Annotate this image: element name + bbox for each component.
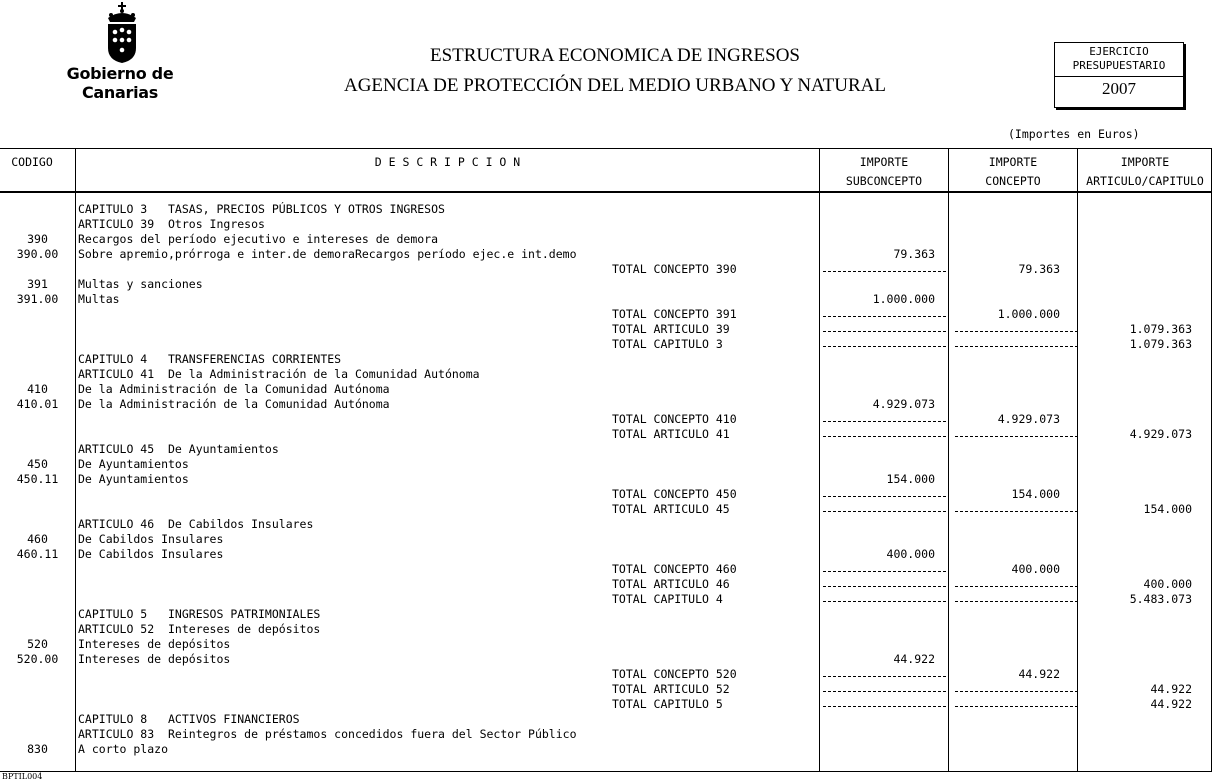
table-row	[0, 277, 1212, 292]
table-row	[0, 217, 1212, 232]
table-row	[0, 577, 1212, 592]
column-header-descripcion: D E S C R I P C I O N	[374, 155, 521, 169]
total-rule	[823, 676, 946, 677]
row-importe-concepto: 44.922	[1018, 667, 1060, 681]
table-row	[0, 637, 1212, 652]
row-description: Sobre apremio,prórroga e inter.de demoraRecargos período ejec.e int.demo	[78, 247, 577, 261]
column-header-line: IMPORTE	[1120, 155, 1170, 169]
total-rule	[955, 586, 1078, 587]
row-importe-articulo: 44.922	[1150, 697, 1192, 711]
table-row	[0, 457, 1212, 472]
row-code: 450	[27, 457, 48, 471]
row-description: De Ayuntamientos	[78, 457, 189, 471]
row-description: De la Administración de la Comunidad Autónoma	[78, 397, 390, 411]
table-row	[0, 532, 1212, 547]
row-description: Intereses de depósitos	[78, 637, 231, 651]
row-description: CAPITULO 3 TASAS, PRECIOS PÚBLICOS Y OTROS INGRESOS	[78, 202, 445, 216]
table-row	[0, 712, 1212, 727]
table-row	[0, 382, 1212, 397]
row-code: 410.01	[16, 397, 59, 411]
total-rule	[955, 691, 1078, 692]
column-header-line: SUBCONCEPTO	[845, 174, 923, 188]
column-header-line: IMPORTE	[859, 155, 909, 169]
fiscal-year-label-line2: PRESUPUESTARIO	[1072, 59, 1166, 72]
row-importe-articulo: 5.483.073	[1129, 592, 1192, 606]
table-row	[0, 247, 1212, 262]
row-importe-articulo: 1.079.363	[1129, 337, 1192, 351]
row-description: De la Administración de la Comunidad Autónoma	[78, 382, 390, 396]
table-row	[0, 742, 1212, 757]
row-importe-articulo: 44.922	[1150, 682, 1192, 696]
row-code: 390	[27, 232, 48, 246]
table-row	[0, 337, 1212, 352]
column-header-subconcepto	[820, 153, 948, 191]
row-description: ARTICULO 41 De la Administración de la Comunidad Autónoma	[78, 367, 480, 381]
table-row	[0, 667, 1212, 682]
row-importe-subconcepto: 154.000	[886, 472, 935, 486]
total-rule	[955, 511, 1078, 512]
row-importe-concepto: 400.000	[1011, 562, 1060, 576]
table-row	[0, 412, 1212, 427]
total-rule	[823, 571, 946, 572]
row-importe-concepto: 4.929.073	[997, 412, 1060, 426]
row-total-label: TOTAL ARTICULO 41	[612, 427, 730, 441]
row-description: ARTICULO 52 Intereses de depósitos	[78, 622, 321, 636]
total-rule	[823, 421, 946, 422]
row-importe-concepto: 154.000	[1011, 487, 1060, 501]
table-row	[0, 307, 1212, 322]
table-row	[0, 292, 1212, 307]
table-row	[0, 367, 1212, 382]
total-rule	[955, 706, 1078, 707]
column-header-line: ARTICULO/CAPITULO	[1086, 174, 1204, 188]
table-row	[0, 472, 1212, 487]
row-code: 391.00	[16, 292, 59, 306]
column-header-line: CONCEPTO	[985, 174, 1041, 188]
row-total-label: TOTAL ARTICULO 39	[612, 322, 730, 336]
row-importe-articulo: 1.079.363	[1129, 322, 1192, 336]
table-row	[0, 517, 1212, 532]
row-total-label: TOTAL CONCEPTO 391	[612, 307, 737, 321]
table-row	[0, 607, 1212, 622]
row-description: Recargos del período ejecutivo e intereses de demora	[78, 232, 439, 246]
table-row	[0, 697, 1212, 712]
total-rule	[823, 511, 946, 512]
row-description: Multas y sanciones	[78, 277, 203, 291]
table-row	[0, 622, 1212, 637]
table-row	[0, 502, 1212, 517]
total-rule	[823, 436, 946, 437]
row-description: De Cabildos Insulares	[78, 547, 224, 561]
row-importe-subconcepto: 44.922	[893, 652, 935, 666]
logo-text: Gobierno de Canarias	[66, 64, 174, 102]
total-rule	[823, 601, 946, 602]
row-description: Multas	[78, 292, 120, 306]
row-importe-subconcepto: 400.000	[886, 547, 935, 561]
row-description: CAPITULO 4 TRANSFERENCIAS CORRIENTES	[78, 352, 342, 366]
table-row	[0, 562, 1212, 577]
row-code: 460.11	[16, 547, 59, 561]
gobierno-de-canarias-logo	[30, 2, 210, 102]
units-note: (Importes en Euros)	[1008, 127, 1140, 141]
report-id: BPTIL004	[2, 772, 43, 781]
row-importe-subconcepto: 79.363	[893, 247, 935, 261]
row-description: De Cabildos Insulares	[78, 532, 224, 546]
table-row	[0, 397, 1212, 412]
total-rule	[823, 706, 946, 707]
total-rule	[823, 331, 946, 332]
row-code: 410	[27, 382, 48, 396]
row-description: Intereses de depósitos	[78, 652, 231, 666]
table-row	[0, 427, 1212, 442]
row-code: 391	[27, 277, 48, 291]
table-row	[0, 682, 1212, 697]
row-total-label: TOTAL CONCEPTO 410	[612, 412, 737, 426]
total-rule	[955, 436, 1078, 437]
row-total-label: TOTAL CONCEPTO 450	[612, 487, 737, 501]
header-divider	[0, 191, 1212, 193]
report-title: ESTRUCTURA ECONOMICA DE INGRESOS	[429, 45, 800, 66]
table-row	[0, 202, 1212, 217]
row-code: 450.11	[16, 472, 59, 486]
row-code: 830	[27, 742, 48, 756]
row-importe-articulo: 400.000	[1143, 577, 1192, 591]
fiscal-year-value: 2007	[1102, 79, 1136, 98]
table-row	[0, 352, 1212, 367]
row-importe-articulo: 4.929.073	[1129, 427, 1192, 441]
total-rule	[823, 346, 946, 347]
row-total-label: TOTAL ARTICULO 52	[612, 682, 730, 696]
total-rule	[823, 691, 946, 692]
table-row	[0, 487, 1212, 502]
column-header-concepto	[949, 153, 1077, 191]
total-rule	[823, 316, 946, 317]
row-code: 520.00	[16, 652, 59, 666]
row-description: De Ayuntamientos	[78, 472, 189, 486]
row-description: ARTICULO 45 De Ayuntamientos	[78, 442, 279, 456]
row-importe-articulo: 154.000	[1143, 502, 1192, 516]
row-description: CAPITULO 8 ACTIVOS FINANCIEROS	[78, 712, 300, 726]
row-total-label: TOTAL CAPITULO 3	[612, 337, 723, 351]
row-code: 520	[27, 637, 48, 651]
table-row	[0, 592, 1212, 607]
row-importe-subconcepto: 1.000.000	[872, 292, 935, 306]
row-description: CAPITULO 5 INGRESOS PATRIMONIALES	[78, 607, 321, 621]
coat-of-arms-icon	[102, 2, 142, 64]
row-code: 390.00	[16, 247, 59, 261]
total-rule	[823, 496, 946, 497]
column-header-codigo: CODIGO	[11, 155, 53, 169]
total-rule	[823, 586, 946, 587]
table-row	[0, 262, 1212, 277]
total-rule	[955, 331, 1078, 332]
table-row	[0, 652, 1212, 667]
table-row	[0, 727, 1212, 742]
row-total-label: TOTAL CONCEPTO 460	[612, 562, 737, 576]
table-row	[0, 442, 1212, 457]
table-row	[0, 232, 1212, 247]
row-total-label: TOTAL CONCEPTO 390	[612, 262, 737, 276]
agency-title: AGENCIA DE PROTECCIÓN DEL MEDIO URBANO Y NATURAL	[343, 75, 886, 96]
row-description: ARTICULO 83 Reintegros de préstamos concedidos fuera del Sector Público	[78, 727, 577, 741]
row-description: A corto plazo	[78, 742, 169, 756]
column-header-line: IMPORTE	[988, 155, 1038, 169]
fiscal-year-label	[1055, 43, 1183, 77]
row-importe-concepto: 1.000.000	[997, 307, 1060, 321]
row-total-label: TOTAL ARTICULO 45	[612, 502, 730, 516]
row-description: ARTICULO 46 De Cabildos Insulares	[78, 517, 314, 531]
row-code: 460	[27, 532, 48, 546]
row-total-label: TOTAL CAPITULO 5	[612, 697, 723, 711]
table-row	[0, 322, 1212, 337]
row-importe-subconcepto: 4.929.073	[872, 397, 935, 411]
row-importe-concepto: 79.363	[1018, 262, 1060, 276]
row-description: ARTICULO 39 Otros Ingresos	[78, 217, 265, 231]
total-rule	[823, 271, 946, 272]
total-rule	[955, 601, 1078, 602]
fiscal-year-box	[1054, 42, 1184, 108]
row-total-label: TOTAL CONCEPTO 520	[612, 667, 737, 681]
row-total-label: TOTAL ARTICULO 46	[612, 577, 730, 591]
fiscal-year-label-line1: EJERCICIO	[1089, 45, 1149, 58]
table-row	[0, 547, 1212, 562]
row-total-label: TOTAL CAPITULO 4	[612, 592, 723, 606]
total-rule	[955, 346, 1078, 347]
column-header-articulo-capitulo	[1078, 153, 1212, 191]
